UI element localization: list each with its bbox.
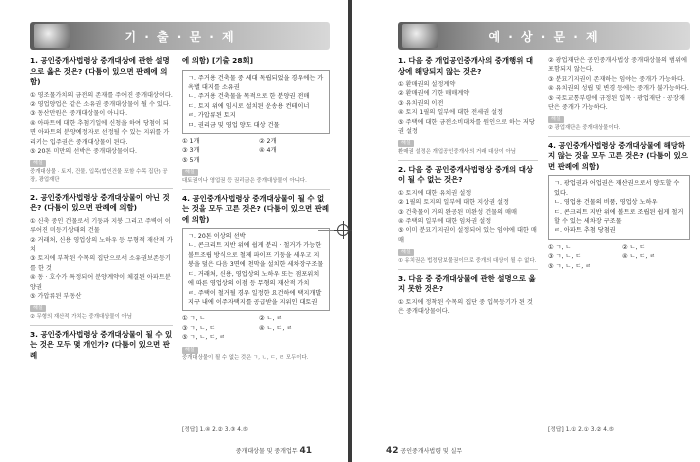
- question-title: 1. 다음 중 개업공인중개사의 중개행위 대상에 해당되지 않는 것은?: [398, 56, 534, 76]
- question-title: 4. 공인중개사법령상 중개대상물이 될 수 없는 것을 모두 고른 것은? (다툼이 있으면 판례에 의함): [182, 193, 330, 224]
- question-title: 3. 다음 중 중개대상물에 관한 설명으로 옳지 못한 것은?: [398, 273, 536, 294]
- choice: ④ ㄴ, ㄷ, ㄹ: [259, 324, 293, 332]
- choice: ① 1개: [182, 137, 200, 145]
- choice: ③ ㄱ, ㄴ, ㄷ: [182, 324, 216, 332]
- statement: ㄴ. 콘크리트 지반 위에 쉽게 분리 · 철거가 가능한 볼트조립 방식으로 철제 파이프 기둥을 세우고 지붕을 덮은 다음 3면에 천막을 설치한 세차장구조물: [188, 242, 324, 269]
- option: ⑤ 가압류된 부동산: [30, 293, 82, 300]
- choice: ⑤ ㄱ, ㄴ, ㄷ, ㄹ: [182, 334, 226, 342]
- question-2: [30, 193, 173, 321]
- choice: ① ㄱ, ㄴ: [548, 243, 572, 251]
- statement-box: [182, 228, 330, 311]
- option: ④ 토지 1필의 일부에 대한 전세권 설정: [398, 109, 503, 117]
- left-page: [0, 0, 348, 462]
- choice: ⑤ ㄱ, ㄴ, ㄷ, ㄹ: [548, 262, 592, 270]
- choice: ② 2개: [259, 137, 277, 145]
- left-column-b: [182, 56, 330, 366]
- option: ① 토지에 대한 유치권 설정: [398, 189, 472, 197]
- explanation-text: 환매권 설정은 개업공인중개사의 거래 대상이 아님: [398, 148, 516, 155]
- divider: [182, 189, 330, 190]
- explanation-text: 중개대상물 · 토지, 건물, 입목(법인건물 포함 수목 집단) 공장, 광업재단: [30, 168, 168, 183]
- option: ① 영조물가치의 금전의 존재를 주어진 중개대상이다.: [30, 91, 173, 99]
- option: ② 영업양업은 같은 소유권 중개대상물이 될 수 있다.: [30, 100, 171, 108]
- option: ⑤ 국토교통부령에 규정된 입목 · 광업재단 · 공장재단은 중개가 가능하다.: [548, 94, 685, 112]
- registration-mark-icon: [337, 224, 349, 236]
- divider: [30, 188, 173, 189]
- question-4: [548, 141, 690, 271]
- footer-text: 중개대상물 및 중개업무: [235, 448, 298, 455]
- choice: ⑤ 5개: [182, 156, 200, 164]
- question-title: 1. 공인중개사법령상 중개대상에 관한 설명으로 옳은 것은? (다툼이 있으면 판례에 의함): [30, 56, 170, 86]
- explanation-label: 해설: [182, 347, 198, 354]
- option: ③ 토지에 부착된 수목의 집단으로서 소유권보존등기를 한 것: [30, 255, 171, 272]
- statement: ㅁ. 권리금 및 영업 양도 대상 건물: [188, 121, 280, 129]
- footer-text: 공인중개사법령 및 실무: [400, 448, 463, 455]
- answer-key: [정답] 1.④ 2.② 3.③ 4.⑤: [182, 427, 249, 433]
- divider: [398, 160, 538, 161]
- option: ② 환매권에 기한 매매계약: [398, 90, 470, 98]
- option: ① 토지에 정착된 수목의 집단 중 입목등기가 된 것은 중개대상물이다.: [398, 298, 533, 316]
- page-footer: [386, 446, 462, 456]
- explanation-label: 해설: [30, 305, 46, 312]
- question-title: 3. 공인중개사법령상 중개대상물이 될 수 있는 것은 모두 몇 개인가? (다툼이 있으면 판례: [30, 329, 173, 360]
- statement: ㄱ. 광업권과 어업권은 재산권으로서 양도할 수 있다.: [554, 180, 680, 197]
- explanation-text: ① 유치권은 법정담보물권이므로 중개의 대상이 될 수 없다.: [398, 257, 537, 264]
- statement: ㄴ. 주거용 건축물을 목적으로 한 분양권 전매: [188, 93, 310, 101]
- statement-box: [182, 70, 330, 134]
- statement: ㄹ. 주택이 철거될 경우 일정한 요건하에 택지개발지구 내에 이주자택지를 공급받을 지위인 대토권: [188, 289, 322, 306]
- divider: [548, 136, 690, 137]
- option: ② 광업재단은 공인중개사법상 중개대상물의 범위에 포함되지 않는다.: [548, 57, 687, 74]
- question-4: [182, 194, 330, 362]
- statement: ㄷ. 거래처, 신용, 영업상의 노하우 또는 점포위치에 따른 영업상의 이점 등 무형의 재산적 가치: [188, 270, 320, 288]
- statement: ㄱ. 20톤 이상의 선박: [188, 233, 246, 241]
- question-title: 2. 다음 중 공인중개사법령상 중개의 대상이 될 수 없는 것은?: [398, 164, 534, 185]
- divider: [398, 269, 538, 270]
- answer-key: [정답] 1.① 2.① 3.② 4.⑤: [548, 427, 615, 433]
- choice: ② ㄴ, ㄷ: [622, 243, 646, 251]
- option: ④ 아파트에 대한 추첨기일에 신청을 하여 당첨이 되면 아파트의 분양예정자로 선정될 수 있는 지위를 가리키는 입주권은 중개대상물이 된다.: [30, 119, 170, 146]
- option: ⑤ 20톤 미만의 선박은 중개대상물이다.: [30, 147, 137, 155]
- divider: [30, 325, 173, 326]
- right-page: [352, 0, 700, 462]
- statement: ㄹ. 가압류된 토지: [188, 112, 236, 120]
- banner-title: 기 · 출 · 문 · 제: [124, 30, 236, 44]
- left-column-a: [30, 56, 173, 364]
- choice-grid: [548, 243, 690, 271]
- question-3: [398, 274, 538, 317]
- option: ⑤ 이미 분묘기지권이 설정되어 있는 임야에 대한 매매: [398, 227, 537, 244]
- choice: ③ ㄱ, ㄴ, ㄷ: [548, 253, 582, 261]
- page-footer: [236, 446, 312, 456]
- explanation-text: 중개대상물이 될 수 없는 것은 ㄱ, ㄴ, ㄷ, ㄹ 모두이다.: [182, 354, 309, 361]
- statement-box: [548, 175, 690, 239]
- option: ③ 유치권의 이전: [398, 99, 444, 107]
- option: ⑤ 주택에 대한 금전소비대차를 원인으로 하는 저당권 설정: [398, 118, 535, 136]
- question-1: [398, 56, 538, 156]
- option: ④ 동 · 호수가 특정되어 분양계약이 체결된 아파트분양권: [30, 274, 171, 291]
- question-title: 2. 공인중개사법령상 중개대상물이 아닌 것은? (다툼이 있으면 판례에 의함): [30, 192, 170, 213]
- choice-grid: [182, 314, 330, 342]
- option: ③ 분묘기지권이 존재하는 임야는 중개가 가능하다.: [548, 75, 685, 83]
- predicted-problem-banner: [398, 22, 690, 50]
- page-number: 42: [386, 446, 399, 456]
- option: ② 거래처, 신용 영업상의 노하우 등 무형적 재산적 가치: [30, 236, 173, 253]
- option: ③ 동산만원은 중개대상물이 아니다.: [30, 110, 128, 118]
- question-2: [398, 165, 538, 265]
- choice: ① ㄱ, ㄴ: [182, 315, 206, 323]
- choice: ② ㄴ, ㄹ: [259, 315, 283, 323]
- option: ④ 유치권의 성립 및 변경 등에는 중개가 불가능하다.: [548, 85, 689, 93]
- question-continued-heading: 에 의함) [기출 28회]: [182, 56, 253, 65]
- statement: ㄹ. 아파트 추첨 당첨권: [554, 227, 616, 235]
- right-column-b: [548, 56, 690, 271]
- statement: ㄷ. 토지 위에 임시로 설치된 운송용 컨테이너: [188, 102, 310, 110]
- banner-title: 예 · 상 · 문 · 제: [488, 30, 600, 44]
- page-number: 41: [299, 446, 312, 456]
- option: ④ 주택의 일부에 대한 임차권 설정: [398, 218, 492, 226]
- choice: ④ 4개: [259, 147, 277, 155]
- explanation-label: 해설: [398, 249, 414, 256]
- right-column-a: [398, 56, 538, 317]
- question-1: [30, 56, 173, 184]
- explanation-label: 해설: [30, 160, 46, 167]
- explanation-text: ② 광업재단은 중개대상물이다.: [548, 124, 621, 131]
- statement: ㄱ. 주거용 건축물 중 세대 독립되었을 경우에는 가옥별 대지를 소유권: [188, 74, 324, 91]
- option: ① 신축 중인 건물로서 기둥과 지붕 그리고 주벽이 이루어진 미등기상태의 건물: [30, 217, 171, 235]
- statement: ㄴ. 영업용 건물의 비품, 영업상 노하우: [554, 199, 658, 207]
- option: ① 환매권의 설정계약: [398, 81, 456, 88]
- option: ③ 건축물이 거의 완공된 미완성 건물의 매매: [398, 208, 517, 216]
- question-title: 4. 공인중개사법령상 중개대상물에 해당하지 않는 것을 모두 고른 것은? (다툼이 있으면 판례에 의함): [548, 140, 688, 171]
- past-exam-banner: [30, 22, 330, 50]
- choice: ④ ㄴ, ㄷ, ㄹ: [622, 253, 656, 261]
- question-3: [30, 330, 173, 362]
- explanation-text: 대토권이나 영업권 등 권리금은 중개대상물이 아니다.: [182, 177, 307, 184]
- explanation-text: ② 무형의 재산적 가치는 중개대상물이 아님: [30, 313, 132, 320]
- option: ② 1필의 토지의 일부에 대한 지상권 설정: [398, 199, 509, 207]
- explanation-label: 해설: [398, 140, 414, 147]
- choice-grid: [182, 137, 330, 165]
- explanation-label: 해설: [182, 169, 198, 176]
- choice: ③ 3개: [182, 147, 200, 155]
- statement: ㄷ. 콘크리트 지반 위에 볼트로 조립된 쉽게 철거할 수 있는 세차장 구조물: [554, 208, 684, 225]
- explanation-label: 해설: [548, 116, 564, 123]
